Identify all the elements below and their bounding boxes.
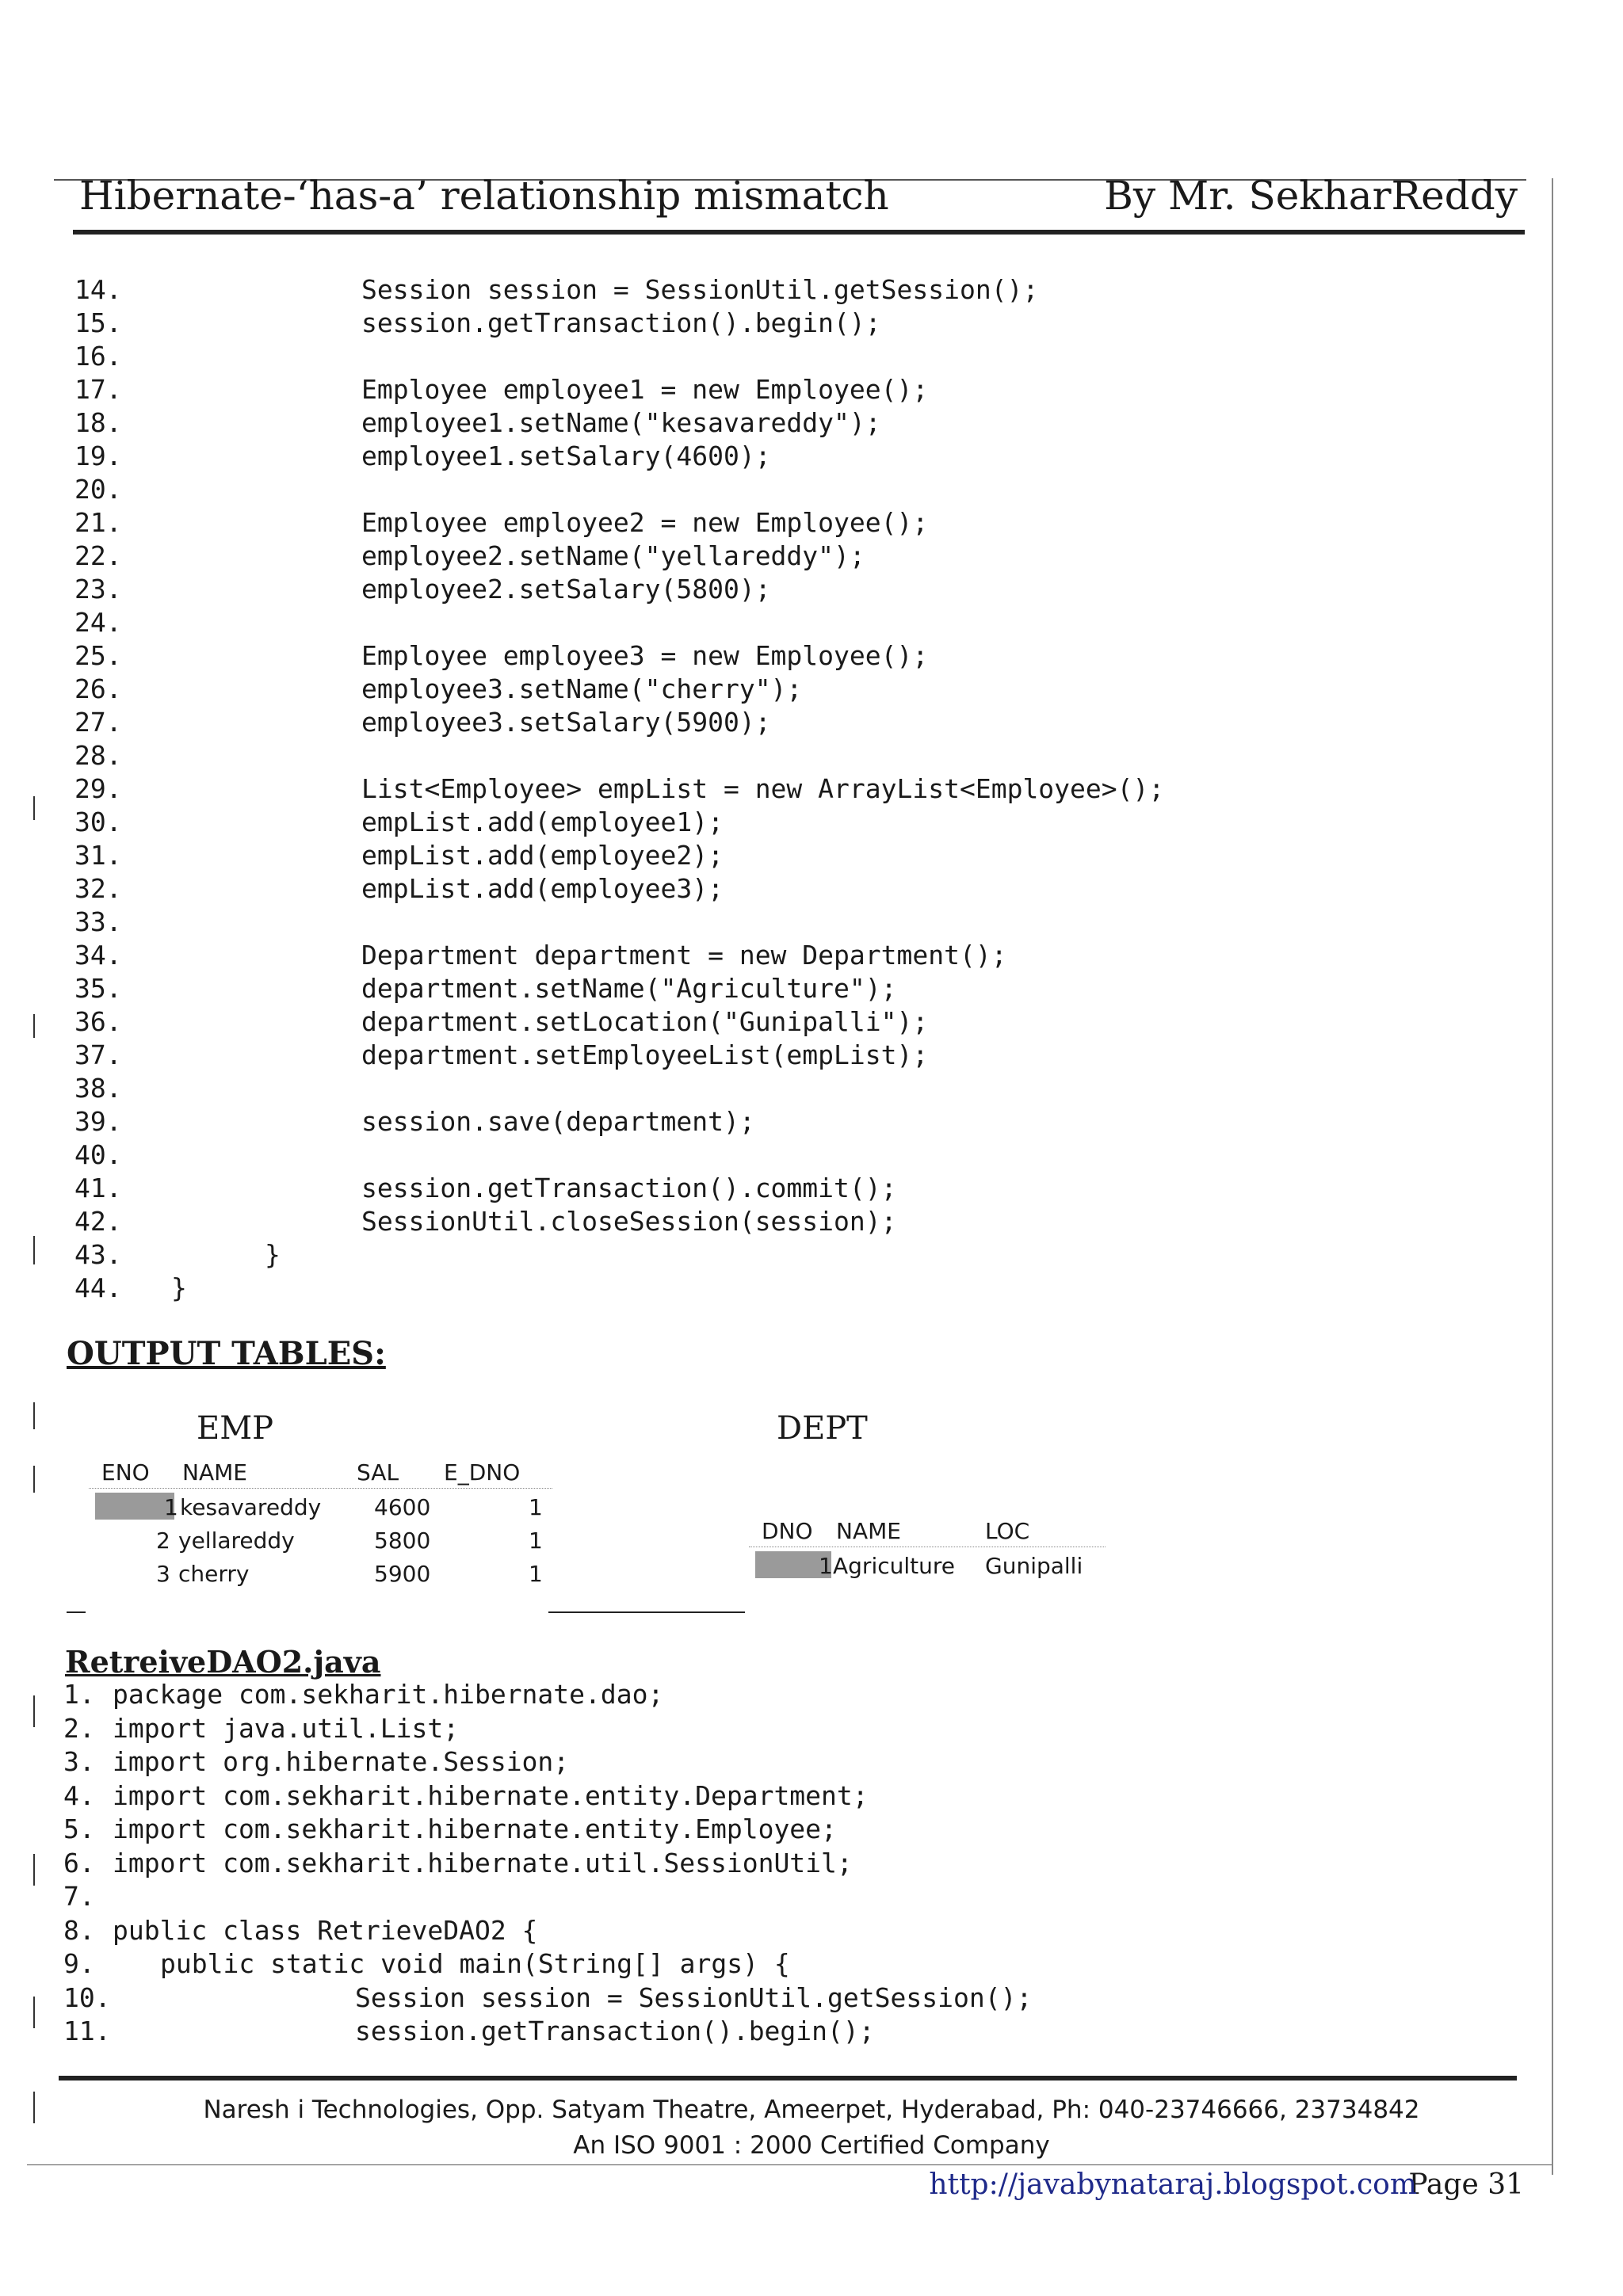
emp-table [89,1456,556,1591]
code-line [74,340,1311,373]
line-number: 5. [63,1814,95,1844]
footer-bottom-rule [27,2164,1552,2165]
code-line [74,673,1311,706]
line-number: 28. [74,740,122,771]
code-text: department.setLocation("Gunipalli"); [361,1006,929,1037]
line-number: 17. [74,374,122,405]
code-line [74,1205,1311,1238]
page-title: Hibernate-‘has-a’ relationship mismatch [79,173,889,219]
line-number: 33. [74,906,122,937]
code-line [74,906,1311,939]
code-text: import com.sekharit.hibernate.entity.Department; [113,1779,869,1811]
code-text: import java.util.List; [113,1712,460,1744]
line-number: 16. [74,341,122,372]
line-number: 23. [74,574,122,605]
code-text: empList.add(employee1); [361,807,724,837]
dept-table-caption: DEPT [777,1410,868,1447]
emp-eno: 1 [164,1494,178,1520]
code-text: public static void main(String[] args) { [160,1948,790,1979]
dept-dno: 1 [819,1553,833,1579]
code-line [74,1238,1311,1272]
code-line [74,573,1311,606]
code-line [74,1005,1311,1039]
emp-e-dno: 1 [529,1527,543,1554]
margin-mark [33,1695,35,1727]
code-line [63,1813,1300,1846]
code-text: import com.sekharit.hibernate.entity.Employee; [113,1814,837,1844]
line-number: 39. [74,1106,122,1137]
blog-url-link[interactable]: http://javabynataraj.blogspot.com [929,2168,1417,2201]
dept-name: Agriculture [833,1553,955,1579]
code-line [63,1947,1300,1981]
code-text: Employee employee3 = new Employee(); [361,640,929,671]
code-text: } [265,1239,281,1270]
margin-mark [33,1854,35,1886]
emp-name: kesavareddy [180,1494,322,1520]
file-heading: RetreiveDAO2.java [65,1644,381,1680]
code-text: session.getTransaction().commit(); [361,1173,897,1203]
code-line [74,540,1311,573]
line-number: 40. [74,1139,122,1170]
emp-sal: 5800 [374,1527,431,1554]
emp-eno: 2 [156,1527,170,1554]
line-number: 20. [74,474,122,505]
code-line [74,739,1311,772]
code-text: Session session = SessionUtil.getSession(); [355,1981,1033,2013]
code-text: employee1.setName("kesavareddy"); [361,407,881,438]
code-line [63,1779,1300,1813]
emp-sal: 5900 [374,1561,431,1587]
code-text: department.setEmployeeList(empList); [361,1039,929,1070]
margin-mark [33,1402,35,1429]
emp-header-name: NAME [182,1459,247,1486]
line-number: 22. [74,540,122,571]
code-line [74,473,1311,506]
code-text: import org.hibernate.Session; [113,1746,570,1777]
margin-mark [33,1466,35,1493]
code-line [63,1981,1300,2015]
dept-header-dno: DNO [762,1518,813,1544]
divider-line [548,1611,745,1613]
line-number: 3. [63,1746,95,1777]
code-line [74,273,1311,307]
code-line [74,506,1311,540]
dept-header-loc: LOC [985,1518,1030,1544]
line-number: 34. [74,940,122,971]
margin-mark [33,796,35,820]
code-line [74,307,1311,340]
code-line [74,373,1311,406]
code-line [63,1914,1300,1947]
footer-address: Naresh i Technologies, Opp. Satyam Theatre, Ameerpet, Hyderabad, Ph: 040-23746666, 23734842 [203,2096,1420,2124]
code-text: employee2.setName("yellareddy"); [361,540,865,571]
code-line [74,406,1311,440]
line-number: 15. [74,307,122,338]
code-text: session.save(department); [361,1106,755,1137]
code-line [74,1138,1311,1172]
code-line [74,706,1311,739]
line-number: 2. [63,1712,95,1744]
line-number: 11. [63,2016,111,2046]
code-line [74,639,1311,673]
code-block-continued [74,273,1311,1311]
code-text: empList.add(employee3); [361,873,724,904]
emp-eno: 3 [156,1561,170,1587]
line-number: 1. [63,1679,95,1710]
code-line [74,872,1311,906]
code-text: session.getTransaction().begin(); [355,2016,875,2046]
margin-mark [33,1236,35,1264]
code-line [74,1172,1311,1205]
code-text: department.setName("Agriculture"); [361,973,897,1004]
code-line [74,1105,1311,1138]
line-number: 21. [74,507,122,538]
line-number: 6. [63,1847,95,1878]
line-number: 36. [74,1006,122,1037]
emp-table-caption: EMP [197,1410,274,1447]
code-line [74,1272,1311,1305]
emp-e-dno: 1 [529,1561,543,1587]
code-line [74,839,1311,872]
emp-name: yellareddy [178,1527,295,1554]
code-text: } [171,1272,187,1303]
line-number: 10. [63,1981,111,2013]
code-text: import com.sekharit.hibernate.util.SessionUtil; [113,1847,853,1878]
code-line [63,1847,1300,1880]
code-line [63,2015,1300,2048]
line-number: 38. [74,1073,122,1104]
footer-certification: An ISO 9001 : 2000 Certified Company [573,2131,1050,2160]
code-text: employee3.setName("cherry"); [361,673,803,704]
code-line [63,1712,1300,1745]
line-number: 27. [74,707,122,738]
page-right-border [1552,178,1553,2175]
dept-header-row [749,1515,1106,1547]
line-number: 35. [74,973,122,1004]
dept-header-name: NAME [836,1518,901,1544]
code-line [74,806,1311,839]
line-number: 7. [63,1881,95,1912]
code-line [63,1880,1300,1913]
code-text: Department department = new Department(); [361,940,1007,971]
code-block-retrieve-dao [63,1678,1300,2050]
line-number: 41. [74,1173,122,1203]
line-number: 25. [74,640,122,671]
code-text: empList.add(employee2); [361,840,724,871]
code-text: Employee employee2 = new Employee(); [361,507,929,538]
divider-tick [67,1611,86,1613]
code-line [74,972,1311,1005]
emp-sal: 4600 [374,1494,431,1520]
code-text: session.getTransaction().begin(); [361,307,881,338]
margin-mark [33,2092,35,2123]
code-line [74,939,1311,972]
line-number: 31. [74,840,122,871]
emp-header-row [89,1456,552,1489]
line-number: 24. [74,607,122,638]
emp-name: cherry [178,1561,250,1587]
code-line [74,1039,1311,1072]
code-text: employee1.setSalary(4600); [361,441,771,471]
line-number: 30. [74,807,122,837]
line-number: 19. [74,441,122,471]
dept-table [749,1515,1113,1586]
emp-e-dno: 1 [529,1494,543,1520]
emp-header-sal: SAL [357,1459,399,1486]
output-tables-heading: OUTPUT TABLES: [67,1335,386,1372]
line-number: 42. [74,1206,122,1237]
line-number: 18. [74,407,122,438]
code-line [74,1072,1311,1105]
line-number: 26. [74,673,122,704]
line-number: 37. [74,1039,122,1070]
line-number: 44. [74,1272,122,1303]
selected-row-marker [95,1493,174,1520]
emp-header-eno: ENO [101,1459,150,1486]
margin-mark [33,1014,35,1038]
code-line [63,1678,1300,1711]
code-text: Session session = SessionUtil.getSession(); [361,274,1039,305]
footer-top-rule [59,2076,1517,2081]
page-number: Page 31 [1408,2168,1524,2201]
line-number: 43. [74,1239,122,1270]
code-text: employee3.setSalary(5900); [361,707,771,738]
code-line [74,440,1311,473]
code-line [74,606,1311,639]
line-number: 4. [63,1779,95,1811]
page-header [79,173,1518,228]
line-number: 9. [63,1948,95,1979]
code-text: employee2.setSalary(5800); [361,574,771,605]
line-number: 14. [74,274,122,305]
emp-header-e-dno: E_DNO [444,1459,521,1486]
line-number: 29. [74,773,122,804]
code-text: List<Employee> empList = new ArrayList<Employee>(); [361,773,1165,804]
code-text: public class RetrieveDAO2 { [113,1914,538,1946]
code-text: SessionUtil.closeSession(session); [361,1206,897,1237]
code-text: Employee employee1 = new Employee(); [361,374,929,405]
line-number: 8. [63,1914,95,1946]
code-text: package com.sekharit.hibernate.dao; [113,1679,664,1710]
author-name: By Mr. SekharReddy [1104,173,1518,219]
margin-mark [33,1997,35,2028]
code-line [63,1745,1300,1779]
header-bottom-rule [73,230,1525,235]
code-line [74,772,1311,806]
line-number: 32. [74,873,122,904]
dept-loc: Gunipalli [985,1553,1083,1579]
